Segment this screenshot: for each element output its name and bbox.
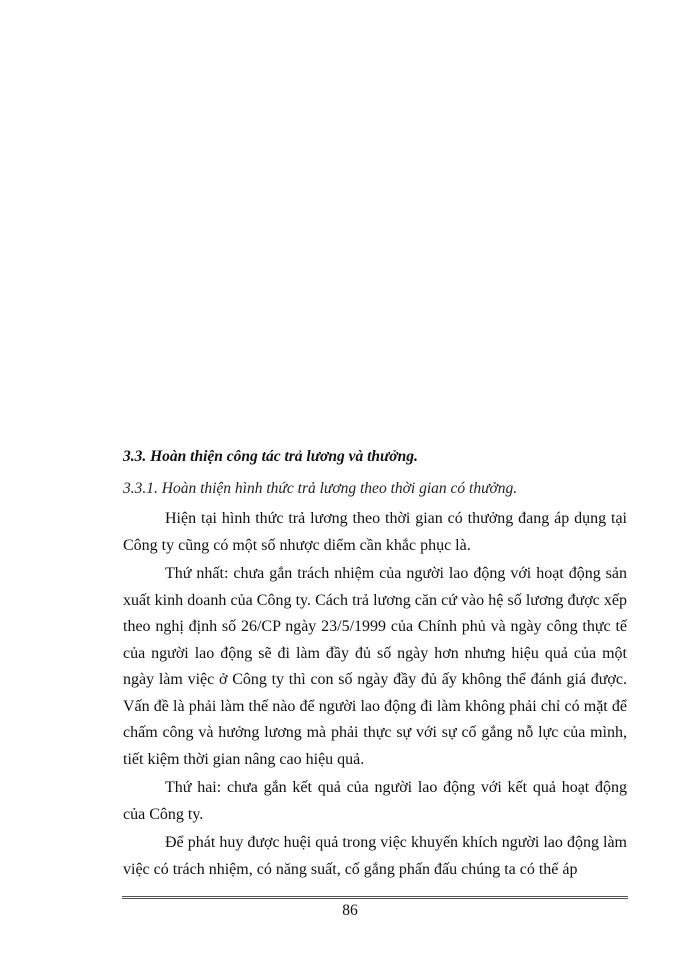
subsection-heading: 3.3.1. Hoàn thiện hình thức trả lương theo thời gian có thưởng.: [123, 480, 518, 497]
section-heading: 3.3. Hoàn thiện công tác trả lương và thưởng.: [123, 448, 418, 465]
paragraph-continuation: Để phát huy được huệi quả trong việc khuyến khích người lao động làm việc có trách nhiệm, có năng suất, cố gắng phấn đấu chúng ta có thể áp: [123, 834, 627, 878]
page-number: 86: [342, 902, 358, 919]
page-content: [123, 446, 627, 885]
paragraph-first-point: Thứ nhất: chưa gắn trách nhiệm của người lao động với hoạt động sản xuất kinh doanh của Công ty. Cách trả lương căn cứ vào hệ số lương được xếp theo nghị định số 26/CP ngày 23/5/1999 của Chính phủ và ngày công thực tế của người lao động sẽ đi làm đầy đủ số ngày hơn nhưng hiệu quả của một ngày làm việc ở Công ty thì con số ngày đầy đủ ấy không thể đánh giá được. Vấn đề là phải làm thế nào để người lao động đi làm không phải chỉ có mặt để chấm công và hưởng lương mà phải thực sự với sự cố gắng nỗ lực của mình, tiết kiệm thời gian nâng cao hiệu quả.: [123, 565, 627, 768]
paragraph-second-point: Thứ hai: chưa gắn kết quả của người lao động với kết quả hoạt động của Công ty.: [123, 779, 627, 823]
paragraph-intro: Hiện tại hình thức trả lương theo thời gian có thưởng đang áp dụng tại Công ty cũng có một số nhược diểm cần khắc phục là.: [123, 510, 627, 554]
footer-rule: [122, 896, 628, 899]
